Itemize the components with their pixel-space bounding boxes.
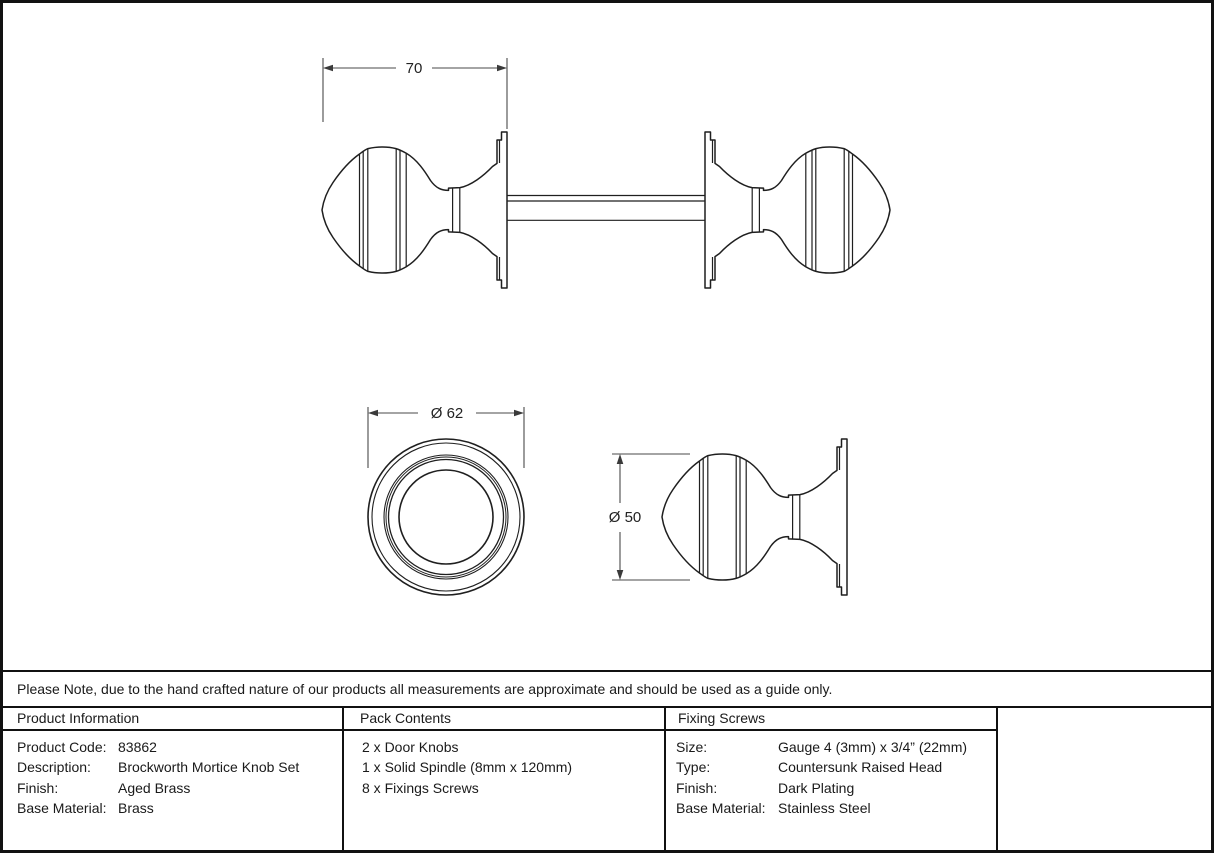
fixing-screws-header: Fixing Screws — [666, 708, 998, 731]
list-item: 8 x Fixings Screws — [362, 779, 479, 796]
dim-50-label: Ø 50 — [608, 509, 642, 526]
table-row — [17, 778, 342, 798]
technical-drawing — [3, 3, 1211, 670]
product-information-header: Product Information — [3, 708, 344, 731]
left-knob — [322, 132, 507, 288]
table-row — [17, 757, 342, 777]
row-label: Base Material: — [17, 800, 107, 817]
fixing-screws-cell — [666, 731, 998, 850]
rose-inner-circle — [399, 470, 493, 564]
row-label: Finish: — [17, 779, 59, 796]
row-label: Size: — [676, 739, 708, 755]
row-value: Countersunk Raised Head — [778, 759, 943, 776]
row-value: Stainless Steel — [778, 800, 871, 817]
row-label: Type: — [676, 759, 711, 776]
empty-column — [998, 708, 1211, 850]
dim-arrow-left — [323, 65, 333, 72]
dim-arrow-right — [497, 65, 507, 72]
dim-arrow-down — [617, 570, 624, 580]
row-value: Gauge 4 (3mm) x 3/4” (22mm) — [778, 739, 968, 755]
row-value: Brass — [118, 800, 154, 817]
list-item: 2 x Door Knobs — [362, 739, 459, 755]
top-view-knob-set — [322, 58, 890, 288]
row-value: Brockworth Mortice Knob Set — [118, 759, 300, 776]
table-row — [676, 757, 996, 777]
product-information-cell — [3, 731, 344, 850]
dim-arrow-up — [617, 454, 624, 464]
rose-front-view — [368, 405, 524, 595]
rose-outer-circle — [368, 439, 524, 595]
dim-arrow-left — [368, 410, 378, 417]
dim-70-label: 70 — [405, 60, 423, 77]
row-value: Aged Brass — [118, 779, 191, 796]
measurement-note — [3, 670, 1211, 706]
row-label: Finish: — [676, 779, 718, 796]
table-row — [676, 737, 996, 757]
table-row — [676, 798, 996, 818]
table-row — [676, 778, 996, 798]
dimension-70 — [323, 58, 507, 129]
spindle — [505, 196, 705, 221]
row-label: Base Material: — [676, 800, 766, 817]
row-value: Dark Plating — [778, 779, 855, 796]
right-knob — [705, 132, 890, 288]
knob-side-view — [609, 439, 847, 595]
row-value: 83862 — [118, 739, 157, 755]
list-item: 1 x Solid Spindle (8mm x 120mm) — [362, 759, 573, 776]
info-tables — [3, 706, 1211, 850]
pack-contents-cell — [344, 731, 666, 850]
table-row — [17, 798, 342, 818]
measurement-note-text: Please Note, due to the hand crafted nature of our products all measurements are approximate and should be used as a guide only. — [17, 681, 833, 697]
dim-arrow-right — [514, 410, 524, 417]
pack-contents-header: Pack Contents — [344, 708, 666, 731]
table-row — [17, 737, 342, 757]
dim-62-label: Ø 62 — [430, 405, 464, 422]
row-label: Description: — [17, 759, 91, 776]
row-label: Product Code: — [17, 739, 107, 755]
dimension-62 — [368, 405, 524, 468]
